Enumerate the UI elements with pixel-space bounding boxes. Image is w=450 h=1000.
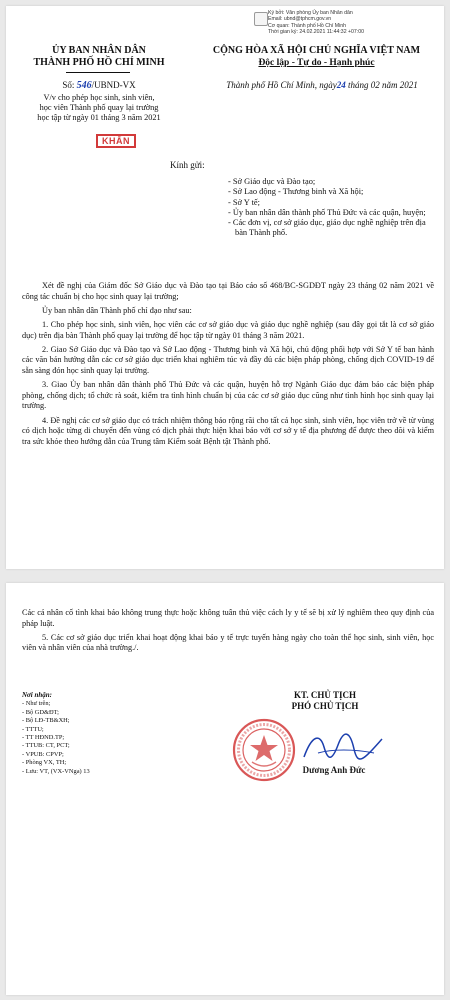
- nation-line-1: CỘNG HÒA XÃ HỘI CHỦ NGHĨA VIỆT NAM: [212, 45, 421, 56]
- subject-line: V/v cho phép học sinh, sinh viên,: [43, 93, 155, 102]
- issue-date: [206, 80, 438, 90]
- recipient-item: - Các đơn vị, cơ sở giáo dục, giáo dục nghề nghiệp trên địa bàn Thành phố.: [228, 218, 426, 238]
- subject-line: học viên Thành phố quay lại trường: [39, 103, 159, 112]
- document-number: [14, 80, 184, 91]
- body-paragraph: Các cá nhân cố tình khai báo không trung thực hoặc không tuân thủ việc cách ly y tế sẽ bị xử lý nghiêm theo quy định của pháp luật.: [22, 608, 434, 628]
- recipient-list: [228, 177, 428, 239]
- national-motto: [194, 45, 439, 69]
- agency-line-2: THÀNH PHỐ HỒ CHÍ MINH: [33, 57, 165, 68]
- signature-email: Email: ubnd@tphcm.gov.vn: [268, 16, 332, 23]
- doc-number-value: 546: [76, 80, 92, 91]
- document-page-1: [6, 6, 444, 569]
- document-page-2: [6, 583, 444, 995]
- document-body: [22, 281, 434, 451]
- handwritten-signature-icon: [298, 727, 388, 767]
- date-suffix: tháng 02 năm 2021: [348, 80, 418, 90]
- distribution-item: - Phòng VX, TH;: [22, 759, 67, 767]
- signature-title-line-2: PHÓ CHỦ TỊCH: [291, 701, 359, 711]
- distribution-item: - TTTU;: [22, 725, 44, 733]
- recipient-item: - Sở Lao động - Thương binh và Xã hội;: [228, 187, 364, 197]
- distribution-item: - Như trên;: [22, 700, 51, 708]
- subject-line: học tập từ ngày 01 tháng 3 năm 2021: [37, 113, 161, 122]
- date-day: 24: [336, 80, 346, 90]
- body-paragraph: 5. Các cơ sở giáo dục triển khai hoạt động khai báo y tế trực tuyến hàng ngày cho toàn thể học sinh, sinh viên, học viên và nhân viên của nhà trường./.: [22, 632, 434, 653]
- digital-signature-icon: [254, 12, 268, 26]
- salutation: Kính gửi:: [170, 160, 205, 170]
- body-paragraph: 3. Giao Ủy ban nhân dân thành phố Thủ Đức và các quận, huyện hỗ trợ Ngành Giáo dục đảm bảo các biện pháp phòng, chống dịch; tổ chức rà soát, kiểm tra tình hình chuẩn bị của các cơ sở giáo dục cũng như tình hình học sinh quay lại trường.: [22, 380, 434, 411]
- signature-title-line-1: KT. CHỦ TỊCH: [294, 690, 356, 700]
- document-body-continued: [22, 608, 434, 658]
- body-paragraph: 4. Đề nghị các cơ sở giáo dục có trách nhiệm thông báo rộng rãi cho tất cả học sinh, sinh viên, học viên trở về từ vùng có dịch hoặc từng di chuyển đến vùng có dịch phải thực hiện khai báo với cơ sở y tế địa phương để được theo dõi và kiểm tra sức khỏe theo hướng dẫn của Trung tâm Kiểm soát Bệnh tật Thành phố.: [22, 415, 434, 446]
- body-paragraph: Ủy ban nhân dân Thành phố chỉ đạo như sau:: [42, 305, 192, 315]
- document-subject: [14, 93, 184, 123]
- digital-signature-stamp: [268, 10, 440, 36]
- distribution-item: - Lưu: VT, (VX-VNga) 13: [22, 767, 90, 775]
- distribution-list: [22, 691, 172, 776]
- urgent-stamp: KHẨN: [96, 134, 136, 148]
- body-paragraph: 1. Cho phép học sinh, sinh viên, học viên các cơ sở giáo dục và giáo dục nghề nghiệp (sau đây gọi tắt là cơ sở giáo dục) trên địa bàn Thành phố quay lại trường để học tập từ ngày 01 tháng 3 năm 2021.: [22, 319, 434, 340]
- distribution-title: Nơi nhận:: [22, 691, 53, 699]
- agency-underline: [66, 72, 130, 73]
- signature-agency: Cơ quan: Thành phố Hồ Chí Minh: [268, 22, 346, 29]
- issuing-agency: [14, 45, 184, 69]
- distribution-item: - TT HĐND.TP;: [22, 734, 65, 742]
- nation-line-2: Độc lập - Tự do - Hạnh phúc: [258, 58, 375, 68]
- body-paragraph: 2. Giao Sở Giáo dục và Đào tạo và Sở Lao động - Thương binh và Xã hội, chủ động phối hợp với Sở Y tế ban hành các văn bản hướng dẫn các cơ sở giáo dục triển khai nghiêm túc và đầy đủ các biện pháp phòng, chống dịch COVID-19 để sẵn sàng đón học sinh quay lại trường.: [22, 344, 434, 375]
- recipient-item: - Sở Giáo dục và Đào tạo;: [228, 177, 316, 186]
- recipient-item: - Sở Y tế;: [228, 197, 260, 207]
- recipient-item: - Ủy ban nhân dân thành phố Thủ Đức và các quận, huyện;: [228, 207, 426, 217]
- signer-name: Dương Anh Đức: [302, 765, 366, 775]
- date-prefix: Thành phố Hồ Chí Minh, ngày: [226, 80, 337, 90]
- doc-number-prefix: Số:: [62, 80, 75, 90]
- distribution-item: - Bộ GD&ĐT;: [22, 708, 59, 716]
- body-paragraph: Xét đề nghị của Giám đốc Sở Giáo dục và Đào tạo tại Báo cáo số 468/BC-SGDĐT ngày 23 tháng 02 năm 2021 về công tác chuẩn bị cho học sinh quay lại trường;: [22, 281, 434, 301]
- signature-time: Thời gian ký: 24.02.2021 11:44:32 +07:00: [268, 29, 365, 36]
- signature-signer: Ký bởi: Văn phòng Ủy ban Nhân dân: [268, 10, 353, 16]
- doc-number-suffix: /UBND-VX: [91, 80, 136, 90]
- agency-line-1: ỦY BAN NHÂN DÂN: [52, 45, 146, 56]
- distribution-item: - Bộ LĐ-TB&XH;: [22, 717, 70, 725]
- distribution-item: - VPUB: CPVP;: [22, 750, 64, 758]
- distribution-item: - TTUB: CT, PCT;: [22, 742, 70, 750]
- signature-title: [220, 690, 430, 712]
